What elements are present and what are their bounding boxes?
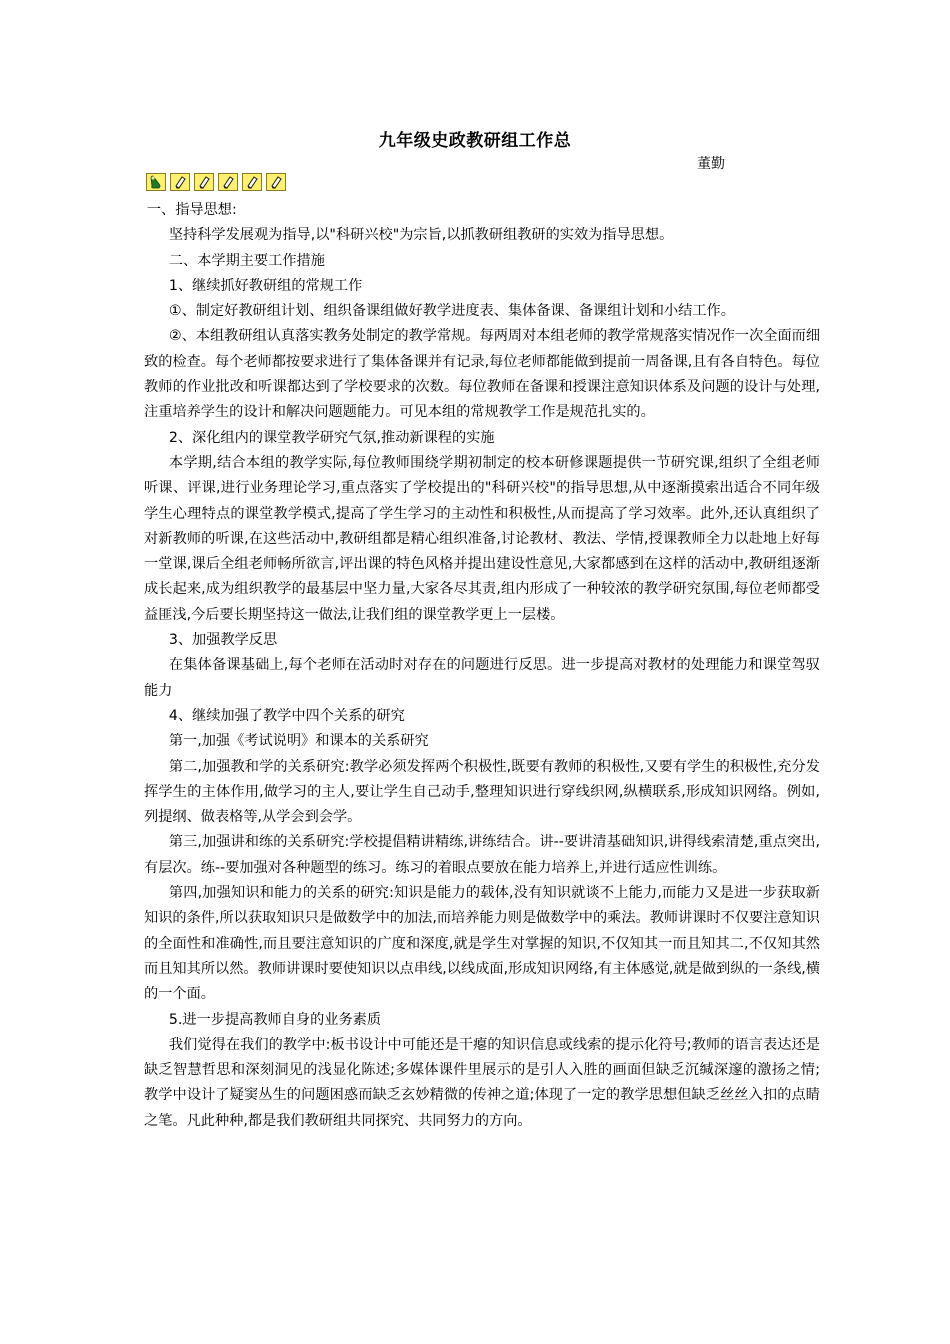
pencil-icon bbox=[218, 173, 238, 191]
subheading: 2、深化组内的课堂教学研究气氛,推动新课程的实施 bbox=[168, 429, 495, 446]
paragraph: 在集体备课基础上,每个老师在活动时对存在的问题进行反思。进一步提高对教材的处理能力和课堂驾驭能力 bbox=[144, 657, 820, 699]
heading-main-measures: 二、本学期主要工作措施 bbox=[168, 252, 325, 269]
subheading: 4、继续加强了教学中四个关系的研究 bbox=[168, 707, 405, 724]
heading-guiding-ideology: 一、指导思想: bbox=[146, 202, 237, 218]
icon-toolbar bbox=[146, 173, 290, 191]
pencil-icon bbox=[170, 173, 190, 191]
scroll-icon bbox=[146, 173, 166, 191]
pencil-icon bbox=[194, 173, 214, 191]
paragraph: 第四,加强知识和能力的关系的研究:知识是能力的载体,没有知识就谈不上能力,而能力又是进一步获取新知识的条件,所以获取知识只是做数学中的加法,而培养能力则是做数学中的乘法。教师讲课时不仅要注意知识的全面性和准确性,而且要注意知识的广度和深度,就是学生对掌握的知识,不仅知其一而且知其二,不仅知其然而且知其所以然。教师讲课时要使知识以点串线,以线成面,形成知识网络,有主体感觉,就是做到纵的一条线,横的一个面。 bbox=[144, 885, 820, 1003]
document-body bbox=[144, 198, 820, 1134]
paragraph: 第一,加强《考试说明》和课本的关系研究 bbox=[168, 733, 429, 750]
paragraph: 第三,加强讲和练的关系研究:学校提倡精讲精练,讲练结合。讲--要讲清基础知识,讲得线索清楚,重点突出,有层次。练--要加强对各种题型的练习。练习的着眼点要放在能力培养上,并进行适应性训练。 bbox=[144, 834, 820, 876]
paragraph: ①、制定好教研组计划、组织备课组做好教学进度表、集体备课、备课组计划和小结工作。 bbox=[168, 303, 735, 320]
paragraph: 本学期,结合本组的教学实际,每位教师围绕学期初制定的校本研修课题提供一节研究课,组织了全组老师听课、评课,进行业务理论学习,重点落实了学校提出的"科研兴校"的指导思想,从中逐渐摸索出适合不同年级学生心理特点的课堂教学模式,提高了学生学习的主动性和积极性,从而提高了学习效率。此外,还认真组织了对新教师的听课,在这些活动中,教研组都是精心组织准备,讨论教材、教法、学情,授课教师全力以赴地上好每一堂课,课后全组老师畅所欲言,评出课的特色风格并提出建设性意见,大家都感到在这样的活动中,教研组逐渐成长起来,成为组织教学的最基层中坚力量,大家各尽其责,组内形成了一种较浓的教学研究氛围,每位老师都受益匪浅,今后要长期坚持这一做法,让我们组的课堂教学更上一层楼。 bbox=[144, 454, 820, 623]
subheading: 5.进一步提高教师自身的业务素质 bbox=[168, 1011, 382, 1028]
paragraph: 我们觉得在我们的教学中:板书设计中可能还是干瘪的知识信息或线索的提示化符号;教师的语言表达还是缺乏智慧哲思和深刻洞见的浅显化陈述;多媒体课件里展示的是引人入胜的画面但缺乏沉缄深邃的激扬之情;教学中设计了疑窦丛生的问题困惑而缺乏玄妙精微的传神之道;体现了一定的教学思想但缺乏丝丝入扣的点睛之笔。凡此种种,都是我们教研组共同探究、共同努力的方向。 bbox=[144, 1036, 820, 1129]
pencil-icon bbox=[266, 173, 286, 191]
subheading: 1、继续抓好教研组的常规工作 bbox=[168, 277, 363, 294]
paragraph: 坚持科学发展观为指导,以"科研兴校"为宗旨,以抓教研组教研的实效为指导思想。 bbox=[168, 227, 674, 244]
subheading: 3、加强教学反思 bbox=[168, 632, 278, 649]
document-title: 九年级史政教研组工作总 bbox=[378, 131, 572, 151]
pencil-icon bbox=[242, 173, 262, 191]
author-name: 董勤 bbox=[697, 156, 725, 172]
paragraph: ②、本组教研组认真落实教务处制定的教学常规。每两周对本组老师的教学常规落实情况作一次全面而细致的检查。每个老师都按要求进行了集体备课并有记录,每位老师都能做到提前一周备课,且有各自特色。每位教师的作业批改和听课都达到了学校要求的次数。每位教师在备课和授课注意知识体系及问题的设计与处理,注重培养学生的设计和解决问题题能力。可见本组的常规教学工作是规范扎实的。 bbox=[144, 328, 821, 421]
paragraph: 第二,加强教和学的关系研究:教学必须发挥两个积极性,既要有教师的积极性,又要有学生的积极性,充分发挥学生的主体作用,做学习的主人,要让学生自己动手,整理知识进行穿线织网,纵横联系,形成知识网络。例如,列提纲、做表格等,从学会到会学。 bbox=[144, 758, 820, 826]
